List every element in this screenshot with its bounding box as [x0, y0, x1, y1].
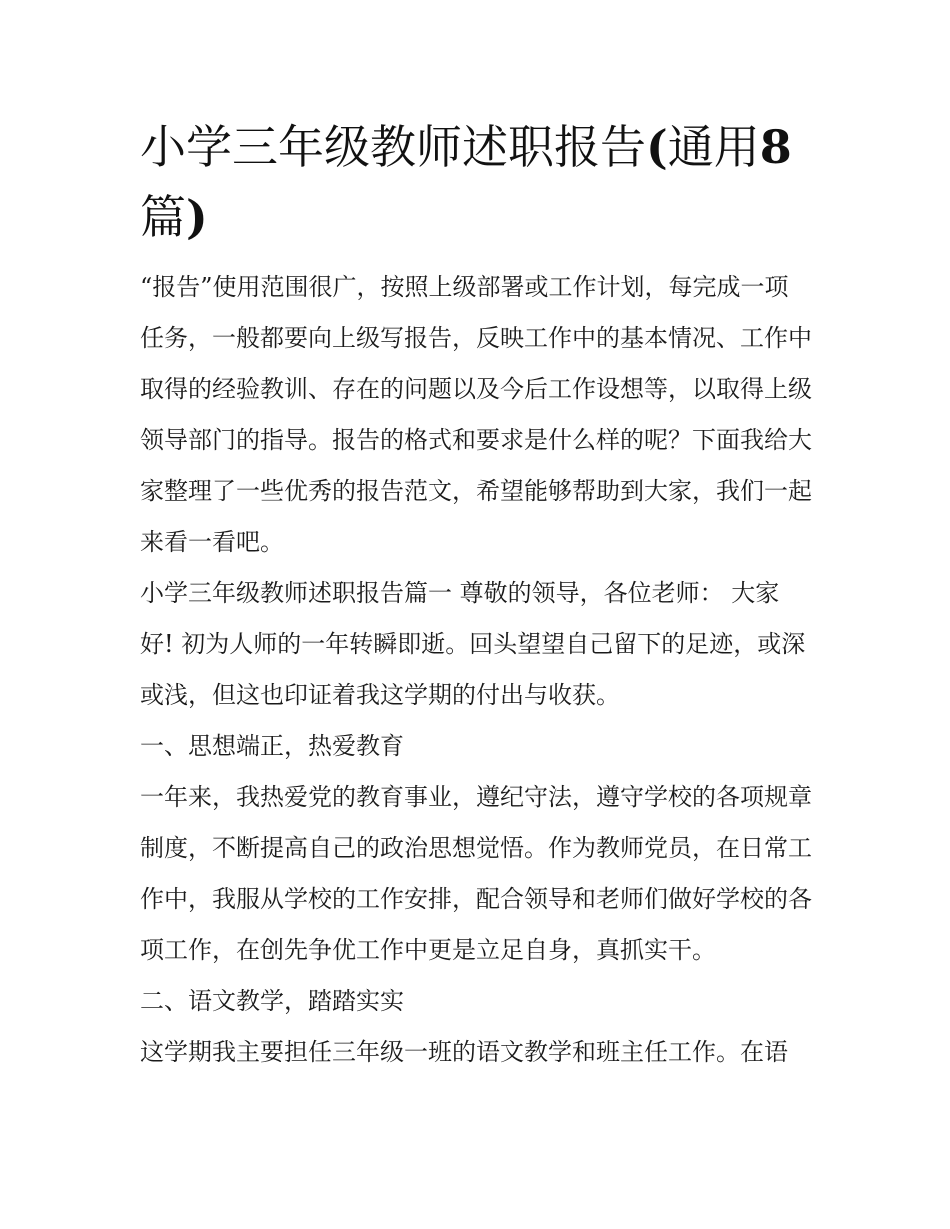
document-body [140, 112, 812, 1078]
intro-paragraph: “报告”使用范围很广，按照上级部署或工作计划，每完成一项任务，一般都要向上级写报告，反映工作中的基本情况、工作中取得的经验教训、存在的问题以及今后工作设想等，以取得上级领导部门的指导。报告的格式和要求是什么样的呢？下面我给大家整理了一些优秀的报告范文，希望能够帮助到大家，我们一起来看一看吧。 [140, 273, 812, 556]
document-title: 小学三年级教师述职报告(通用8篇) [140, 120, 792, 244]
section-1-paragraph: 一年来，我热爱党的教育事业，遵纪守法，遵守学校的各项规章制度，不断提高自己的政治思想觉悟。作为教师党员，在日常工作中，我服从学校的工作安排，配合领导和老师们做好学校的各项工作，在创先争优工作中更是立足自身，真抓实干。 [140, 783, 812, 964]
report-opening-paragraph: 小学三年级教师述职报告篇一 尊敬的领导，各位老师： 大家好! 初为人师的一年转瞬即逝。回头望望自己留下的足迹，或深或浅，但这也印证着我这学期的付出与收获。 [140, 579, 806, 709]
section-heading-2: 二、语文教学，踏踏实实 [140, 987, 404, 1015]
section-heading-1: 一、思想端正，热爱教育 [140, 732, 404, 760]
section-2-paragraph: 这学期我主要担任三年级一班的语文教学和班主任工作。在语 [140, 1038, 788, 1066]
